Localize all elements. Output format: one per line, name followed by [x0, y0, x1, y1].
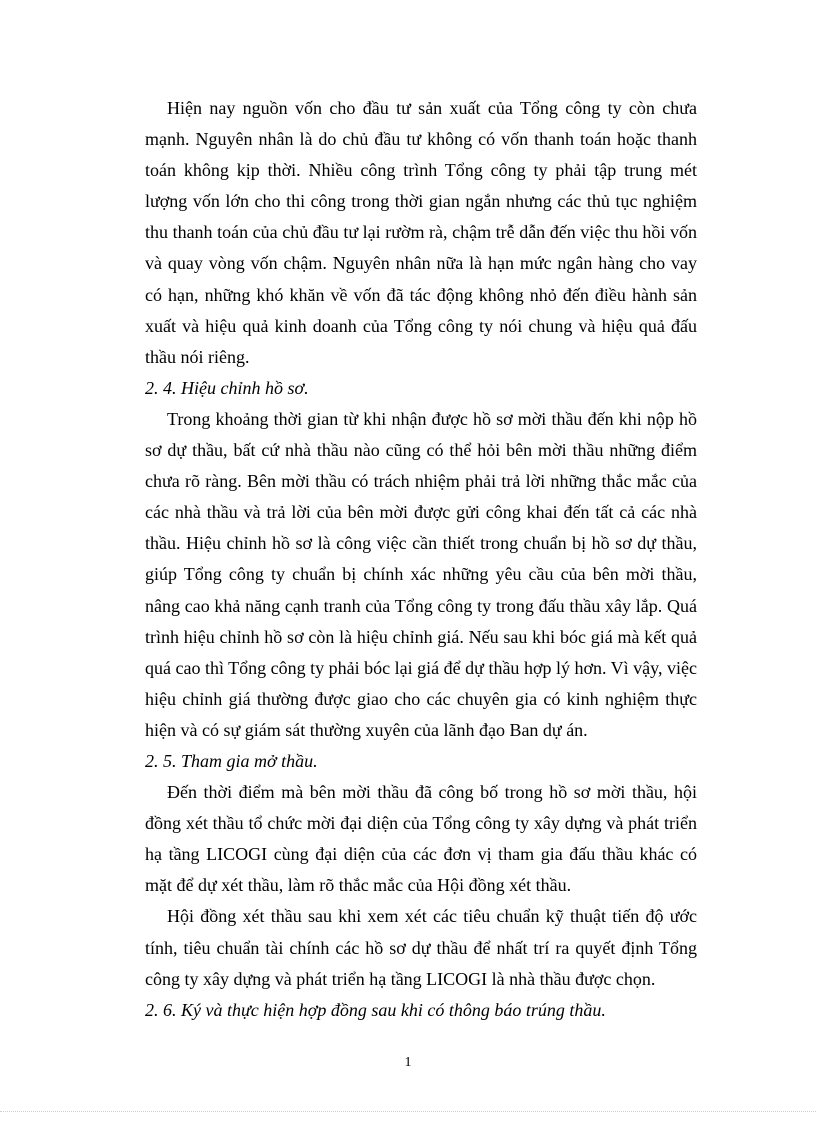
section-heading-2-4: 2. 4. Hiệu chỉnh hồ sơ.: [145, 377, 309, 398]
paragraph-bid-evaluation: Hội đồng xét thầu sau khi xem xét các tiêu chuẩn kỹ thuật tiến độ ước tính, tiêu chuẩn tài chính các hồ sơ dự thầu để nhất trí ra quyết định Tổng công ty xây dựng và phát triển hạ tầng LICOGI là nhà thầu được chọn.: [145, 906, 697, 989]
page-bottom-divider: [0, 1111, 816, 1112]
section-heading-2-6: 2. 6. Ký và thực hiện hợp đồng sau khi có thông báo trúng thầu.: [145, 999, 606, 1020]
paragraph-capital-shortage: Hiện nay nguồn vốn cho đầu tư sản xuất của Tổng công ty còn chưa mạnh. Nguyên nhân là do chủ đầu tư không có vốn thanh toán hoặc thanh toán không kịp thời. Nhiều công trình Tổng công ty phải tập trung mét lượng vốn lớn cho thi công trong thời gian ngắn nhưng các thủ tục nghiệm thu thanh toán của chủ đầu tư lại rườm rà, chậm trễ dẫn đến việc thu hồi vốn và quay vòng vốn chậm. Nguyên nhân nữa là hạn mức ngân hàng cho vay có hạn, những khó khăn về vốn đã tác động không nhỏ đến điều hành sản xuất và hiệu quả kinh doanh của Tổng công ty nói chung và hiệu quả đấu thầu nói riêng.: [145, 98, 697, 367]
paragraph-document-adjustment: Trong khoảng thời gian từ khi nhận được hồ sơ mời thầu đến khi nộp hồ sơ dự thầu, bất cứ nhà thầu nào cũng có thể hỏi bên mời thầu những điểm chưa rõ ràng. Bên mời thầu có trách nhiệm phải trả lời những thắc mắc của các nhà thầu và trả lời của bên mời được gửi công khai đến tất cả các nhà thầu. Hiệu chỉnh hồ sơ là công việc cần thiết trong chuẩn bị hồ sơ dự thầu, giúp Tổng công ty chuẩn bị chính xác những yêu cầu của bên mời thầu, nâng cao khả năng cạnh tranh của Tổng công ty trong đấu thầu xây lắp. Quá trình hiệu chỉnh hồ sơ còn là hiệu chỉnh giá. Nếu sau khi bóc giá mà kết quả quá cao thì Tổng công ty phải bóc lại giá để dự thầu hợp lý hơn. Vì vậy, việc hiệu chỉnh giá thường được giao cho các chuyên gia có kinh nghiệm thực hiện và có sự giám sát thường xuyên của lãnh đạo Ban dự án.: [145, 408, 697, 740]
section-heading-2-5: 2. 5. Tham gia mở thầu.: [145, 750, 318, 771]
page-number: 1: [404, 1055, 412, 1070]
document-body: [145, 93, 697, 1026]
paragraph-bid-opening: Đến thời điểm mà bên mời thầu đã công bố trong hồ sơ mời thầu, hội đồng xét thầu tổ chức mời đại diện của Tổng công ty xây dựng và phát triển hạ tầng LICOGI cùng đại diện của các đơn vị tham gia đấu thầu khác có mặt để dự xét thầu, làm rõ thắc mắc của Hội đồng xét thầu.: [145, 782, 697, 896]
